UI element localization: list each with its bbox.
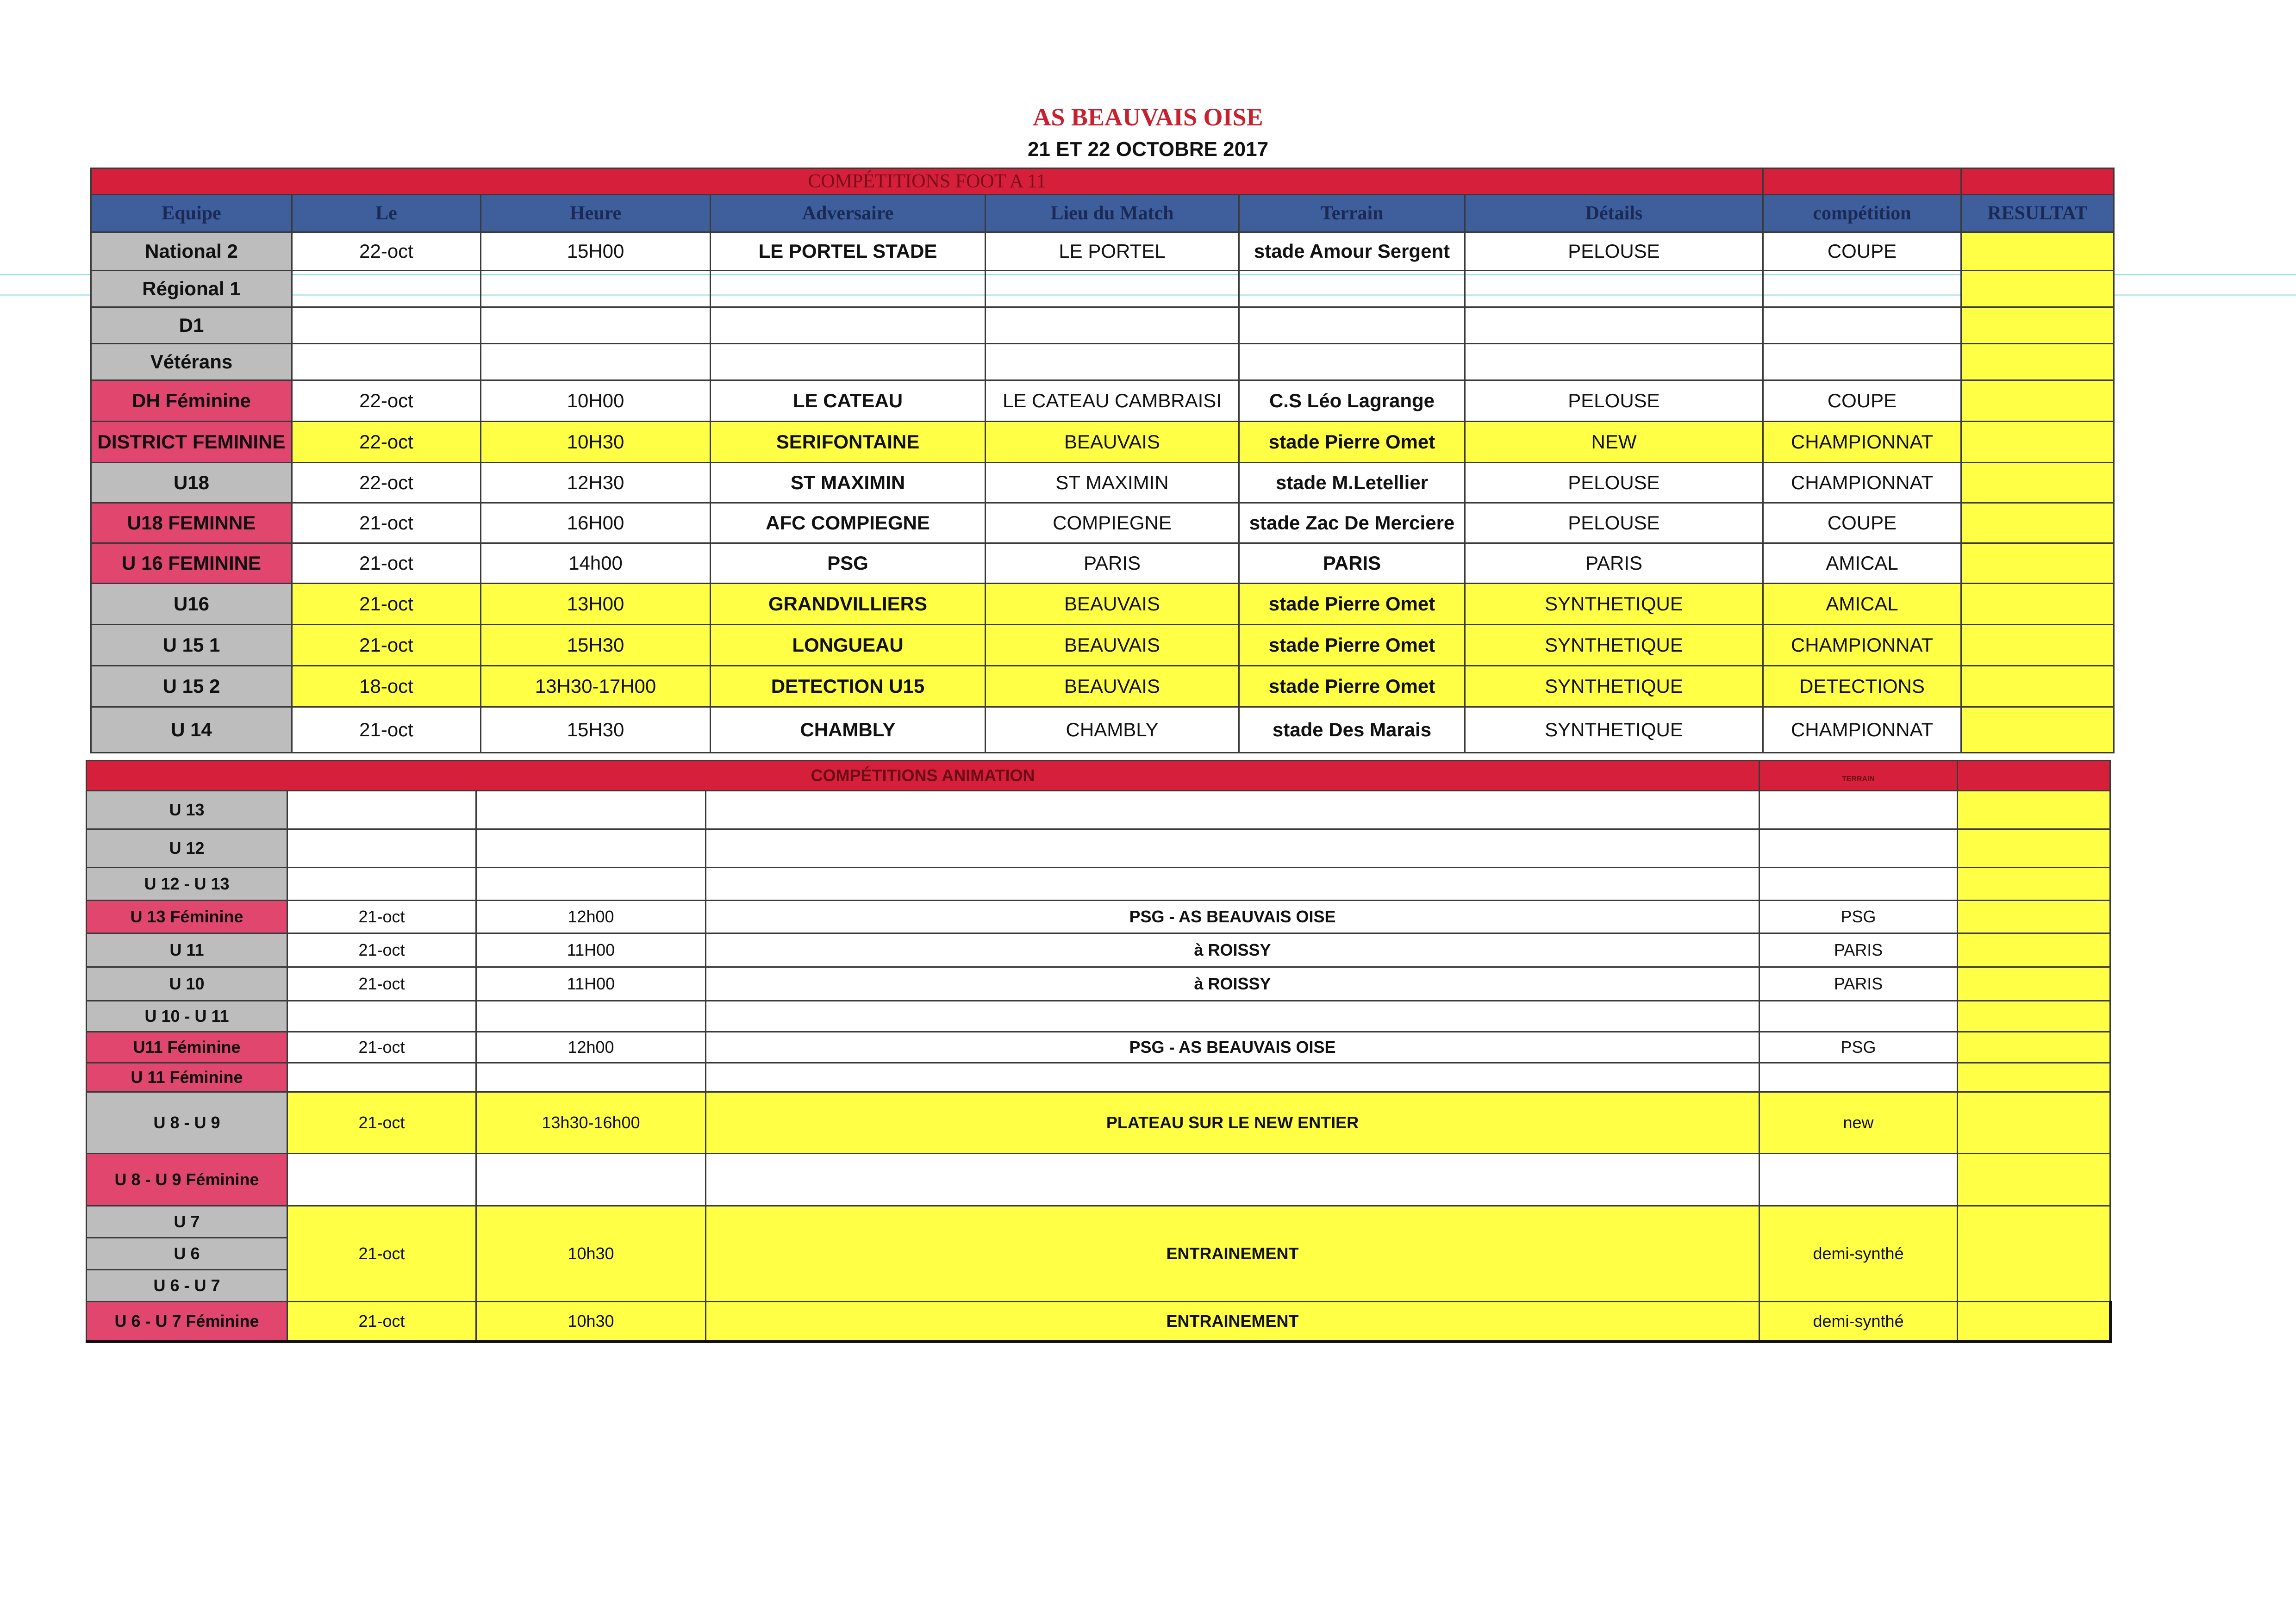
result-cell [1961, 543, 2114, 584]
ground-cell [1759, 829, 1958, 868]
date-cell: 21-oct [287, 1092, 476, 1154]
opponent-cell: LONGUEAU [711, 625, 986, 666]
opponent-cell: PSG [711, 543, 986, 584]
ground-cell: stade Zac De Merciere [1239, 503, 1465, 543]
date-cell: 21-oct [287, 933, 476, 967]
foot11-band-spacer [1763, 168, 1961, 195]
team-name-cell: U 14 [91, 707, 292, 753]
table-row [91, 380, 2114, 422]
competition-cell: AMICAL [1763, 543, 1961, 584]
column-header-lieu: Lieu du Match [986, 195, 1239, 232]
venue-cell: BEAUVAIS [986, 584, 1239, 625]
table-row [91, 232, 2114, 271]
ground-cell: stade Des Marais [1239, 707, 1465, 753]
date-cell [287, 829, 476, 868]
time-cell [476, 868, 706, 901]
opponent-cell [711, 307, 986, 344]
team-name: U 6 - U 7 [153, 1276, 220, 1295]
result-cell [1961, 422, 2114, 463]
result-cell [1958, 901, 2110, 933]
page-title: AS BEAUVAIS OISE [1033, 103, 1263, 131]
venue-cell: BEAUVAIS [986, 666, 1239, 707]
ground-cell: stade Pierre Omet [1239, 584, 1465, 625]
time-cell [481, 307, 711, 344]
team-name-cell: D1 [91, 307, 292, 344]
table-row [87, 868, 2110, 901]
competition-cell: COUPE [1763, 380, 1961, 422]
column-header-resultat: RESULTAT [1961, 195, 2114, 232]
venue-cell: LE CATEAU CAMBRAISI [986, 380, 1239, 422]
result-cell [1958, 1154, 2110, 1206]
competition-cell: COUPE [1763, 232, 1961, 271]
opponent-cell: LE PORTEL STADE [711, 232, 986, 271]
date-cell: 21-oct [292, 543, 481, 584]
result-cell [1958, 1001, 2110, 1032]
opponent-cell: LE CATEAU [711, 380, 986, 422]
result-cell [1958, 868, 2110, 901]
team-name-cell: U 11 [87, 933, 287, 967]
date-cell: 22-oct [292, 380, 481, 422]
date-cell: 22-oct [292, 232, 481, 271]
ground-cell [1759, 1063, 1958, 1092]
ground-cell [1239, 344, 1465, 380]
opponent-cell: GRANDVILLIERS [711, 584, 986, 625]
table-row [87, 1063, 2110, 1092]
match-info-cell [706, 829, 1759, 868]
ground-cell: stade M.Letellier [1239, 463, 1465, 503]
date-cell: 21-oct [292, 584, 481, 625]
ground-cell: stade Pierre Omet [1239, 422, 1465, 463]
details-cell: NEW [1465, 422, 1763, 463]
foot11-band-spacer [1961, 168, 2114, 195]
details-cell: SYNTHETIQUE [1465, 584, 1763, 625]
date-cell: 18-oct [292, 666, 481, 707]
opponent-cell [711, 271, 986, 307]
result-cell [1958, 967, 2110, 1001]
date-cell: 21-oct [287, 901, 476, 933]
table-row [87, 1032, 2110, 1063]
time-cell: 13h30-16h00 [476, 1092, 706, 1154]
match-info-cell [706, 1154, 1759, 1206]
column-header-le: Le [292, 195, 481, 232]
ground-cell [1239, 271, 1465, 307]
time-cell: 11H00 [476, 933, 706, 967]
team-name-cell: U 10 [87, 967, 287, 1001]
date-cell: 21-oct [287, 967, 476, 1001]
column-header-terrain: Terrain [1239, 195, 1465, 232]
ground-cell: PARIS [1759, 967, 1958, 1001]
match-info-cell [706, 868, 1759, 901]
ground-cell [1759, 868, 1958, 901]
details-cell [1465, 344, 1763, 380]
time-cell [476, 1063, 706, 1092]
date-cell [292, 344, 481, 380]
match-info-cell: PSG - AS BEAUVAIS OISE [706, 901, 1759, 933]
date-cell: 21-oct [287, 1206, 476, 1302]
competition-cell: AMICAL [1763, 584, 1961, 625]
ground-cell: demi-synthé [1759, 1206, 1958, 1302]
team-name-cell: DH Féminine [91, 380, 292, 422]
table-row [87, 933, 2110, 967]
venue-cell [986, 344, 1239, 380]
team-name-cell: U 15 2 [91, 666, 292, 707]
match-info-cell [706, 1001, 1759, 1032]
match-info-cell [706, 1063, 1759, 1092]
time-cell: 16H00 [481, 503, 711, 543]
team-name-cell: U16 [91, 584, 292, 625]
ground-cell [1759, 1001, 1958, 1032]
ground-cell [1239, 307, 1465, 344]
time-cell: 14h00 [481, 543, 711, 584]
time-cell: 13H00 [481, 584, 711, 625]
table-row [87, 1206, 2110, 1302]
date-cell: 21-oct [287, 1302, 476, 1342]
venue-cell: CHAMBLY [986, 707, 1239, 753]
team-name-cell: U 15 1 [91, 625, 292, 666]
ground-cell [1759, 791, 1958, 829]
opponent-cell: DETECTION U15 [711, 666, 986, 707]
table-row [87, 967, 2110, 1001]
team-name-cell: U 12 - U 13 [87, 868, 287, 901]
time-cell: 12h00 [476, 901, 706, 933]
column-header-competition: compétition [1763, 195, 1961, 232]
team-name-cell: Régional 1 [91, 271, 292, 307]
table-row [91, 503, 2114, 543]
details-cell: PARIS [1465, 543, 1763, 584]
date-cell: 22-oct [292, 422, 481, 463]
ground-cell: demi-synthé [1759, 1302, 1958, 1342]
result-cell [1961, 625, 2114, 666]
column-header-equipe: Equipe [91, 195, 292, 232]
result-cell [1958, 1092, 2110, 1154]
venue-cell: LE PORTEL [986, 232, 1239, 271]
table-row [91, 543, 2114, 584]
table-row [91, 584, 2114, 625]
match-info-cell [706, 791, 1759, 829]
time-cell: 12H30 [481, 463, 711, 503]
details-cell: PELOUSE [1465, 232, 1763, 271]
competition-cell [1763, 344, 1961, 380]
result-cell [1958, 933, 2110, 967]
result-cell [1961, 463, 2114, 503]
table-row [91, 271, 2114, 307]
time-cell: 10h30 [476, 1206, 706, 1302]
team-name-cell: U 6 - U 7 Féminine [87, 1302, 287, 1342]
ground-cell: PSG [1759, 1032, 1958, 1063]
time-cell: 15H00 [481, 232, 711, 271]
time-cell [481, 344, 711, 380]
time-cell: 10h30 [476, 1302, 706, 1342]
team-name-cell: U18 FEMINNE [91, 503, 292, 543]
time-cell: 11H00 [476, 967, 706, 1001]
competition-cell: CHAMPIONNAT [1763, 463, 1961, 503]
match-info-cell: ENTRAINEMENT [706, 1206, 1759, 1302]
date-cell [292, 271, 481, 307]
table-row [87, 1154, 2110, 1206]
table-row [87, 901, 2110, 933]
team-group-cell [87, 1206, 287, 1302]
animation-band-label: COMPÉTITIONS ANIMATION [87, 761, 1759, 791]
details-cell: PELOUSE [1465, 503, 1763, 543]
ground-cell: PARIS [1759, 933, 1958, 967]
date-cell [287, 868, 476, 901]
time-cell: 15H30 [481, 707, 711, 753]
date-cell [287, 1001, 476, 1032]
result-cell [1958, 829, 2110, 868]
table-row [87, 1302, 2110, 1342]
result-cell [1961, 707, 2114, 753]
venue-cell: PARIS [986, 543, 1239, 584]
team-name: U 6 [87, 1238, 287, 1270]
column-header-heure: Heure [481, 195, 711, 232]
venue-cell: ST MAXIMIN [986, 463, 1239, 503]
result-cell [1961, 344, 2114, 380]
foot11-body [91, 232, 2114, 753]
result-cell [1961, 271, 2114, 307]
details-cell: SYNTHETIQUE [1465, 625, 1763, 666]
date-cell: 21-oct [287, 1032, 476, 1063]
animation-table [86, 760, 2112, 1343]
ground-cell: stade Pierre Omet [1239, 625, 1465, 666]
match-info-cell: PSG - AS BEAUVAIS OISE [706, 1032, 1759, 1063]
ground-cell: C.S Léo Lagrange [1239, 380, 1465, 422]
result-cell [1958, 1206, 2110, 1302]
team-name-cell: U 10 - U 11 [87, 1001, 287, 1032]
animation-band [87, 761, 2110, 791]
column-header-details: Détails [1465, 195, 1763, 232]
date-cell: 21-oct [292, 625, 481, 666]
table-row [91, 307, 2114, 344]
time-cell: 12h00 [476, 1032, 706, 1063]
foot11-table [90, 168, 2115, 753]
competition-cell [1763, 307, 1961, 344]
table-row [87, 1092, 2110, 1154]
table-row [91, 463, 2114, 503]
ground-cell [1759, 1154, 1958, 1206]
details-cell [1465, 271, 1763, 307]
ground-cell: stade Amour Sergent [1239, 232, 1465, 271]
result-cell [1958, 1063, 2110, 1092]
venue-cell: COMPIEGNE [986, 503, 1239, 543]
ground-cell: PARIS [1239, 543, 1465, 584]
time-cell [476, 1154, 706, 1206]
result-cell [1958, 1032, 2110, 1063]
time-cell [481, 271, 711, 307]
team-name-cell: U 8 - U 9 [87, 1092, 287, 1154]
competition-cell [1763, 271, 1961, 307]
date-cell [287, 1063, 476, 1092]
team-name-cell: U 13 Féminine [87, 901, 287, 933]
ground-cell: stade Pierre Omet [1239, 666, 1465, 707]
animation-body [87, 791, 2110, 1342]
result-cell [1961, 380, 2114, 422]
animation-terrain-label: TERRAIN [1759, 761, 1958, 791]
venue-cell: BEAUVAIS [986, 422, 1239, 463]
competition-cell: CHAMPIONNAT [1763, 625, 1961, 666]
time-cell: 10H30 [481, 422, 711, 463]
foot11-band [91, 168, 2114, 195]
animation-band-spacer [1958, 761, 2110, 791]
result-cell [1961, 307, 2114, 344]
time-cell [476, 1001, 706, 1032]
details-cell: SYNTHETIQUE [1465, 707, 1763, 753]
venue-cell: BEAUVAIS [986, 625, 1239, 666]
date-cell [287, 1154, 476, 1206]
ground-cell: new [1759, 1092, 1958, 1154]
team-name-cell: National 2 [91, 232, 292, 271]
match-info-cell: à ROISSY [706, 967, 1759, 1001]
team-name-cell: U 13 [87, 791, 287, 829]
team-name-cell: U 11 Féminine [87, 1063, 287, 1092]
opponent-cell [711, 344, 986, 380]
ground-cell: PSG [1759, 901, 1958, 933]
result-cell [1961, 232, 2114, 271]
match-info-cell: ENTRAINEMENT [706, 1302, 1759, 1342]
competition-cell: CHAMPIONNAT [1763, 707, 1961, 753]
competition-cell: DETECTIONS [1763, 666, 1961, 707]
match-info-cell: PLATEAU SUR LE NEW ENTIER [706, 1092, 1759, 1154]
result-cell [1958, 1302, 2110, 1342]
table-row [91, 625, 2114, 666]
table-row [87, 1001, 2110, 1032]
team-name-cell: U18 [91, 463, 292, 503]
opponent-cell: AFC COMPIEGNE [711, 503, 986, 543]
table-row [91, 666, 2114, 707]
table-row [87, 791, 2110, 829]
date-cell: 21-oct [292, 707, 481, 753]
time-cell: 10H00 [481, 380, 711, 422]
date-cell [287, 791, 476, 829]
opponent-cell: SERIFONTAINE [711, 422, 986, 463]
date-cell [292, 307, 481, 344]
result-cell [1961, 666, 2114, 707]
details-cell: PELOUSE [1465, 380, 1763, 422]
result-cell [1961, 503, 2114, 543]
time-cell [476, 829, 706, 868]
column-header-adversaire: Adversaire [711, 195, 986, 232]
team-name-cell: DISTRICT FEMININE [91, 422, 292, 463]
details-cell: PELOUSE [1465, 463, 1763, 503]
venue-cell [986, 271, 1239, 307]
foot11-band-label: COMPÉTITIONS FOOT A 11 [91, 168, 1763, 195]
time-cell: 15H30 [481, 625, 711, 666]
competition-cell: COUPE [1763, 503, 1961, 543]
result-cell [1961, 584, 2114, 625]
foot11-header-row [91, 195, 2114, 232]
table-row [91, 344, 2114, 380]
opponent-cell: CHAMBLY [711, 707, 986, 753]
team-name-cell: U 16 FEMININE [91, 543, 292, 584]
opponent-cell: ST MAXIMIN [711, 463, 986, 503]
team-name-cell: U 12 [87, 829, 287, 868]
team-name: U 7 [87, 1206, 287, 1238]
time-cell: 13H30-17H00 [481, 666, 711, 707]
venue-cell [986, 307, 1239, 344]
table-row [91, 422, 2114, 463]
page-subtitle: 21 ET 22 OCTOBRE 2017 [1027, 138, 1269, 161]
match-info-cell: à ROISSY [706, 933, 1759, 967]
details-cell [1465, 307, 1763, 344]
team-name-cell: U11 Féminine [87, 1032, 287, 1063]
table-row [87, 829, 2110, 868]
date-cell: 22-oct [292, 463, 481, 503]
team-name-cell: Vétérans [91, 344, 292, 380]
details-cell: SYNTHETIQUE [1465, 666, 1763, 707]
team-name-cell: U 8 - U 9 Féminine [87, 1154, 287, 1206]
competition-cell: CHAMPIONNAT [1763, 422, 1961, 463]
result-cell [1958, 791, 2110, 829]
date-cell: 21-oct [292, 503, 481, 543]
time-cell [476, 791, 706, 829]
table-row [91, 707, 2114, 753]
